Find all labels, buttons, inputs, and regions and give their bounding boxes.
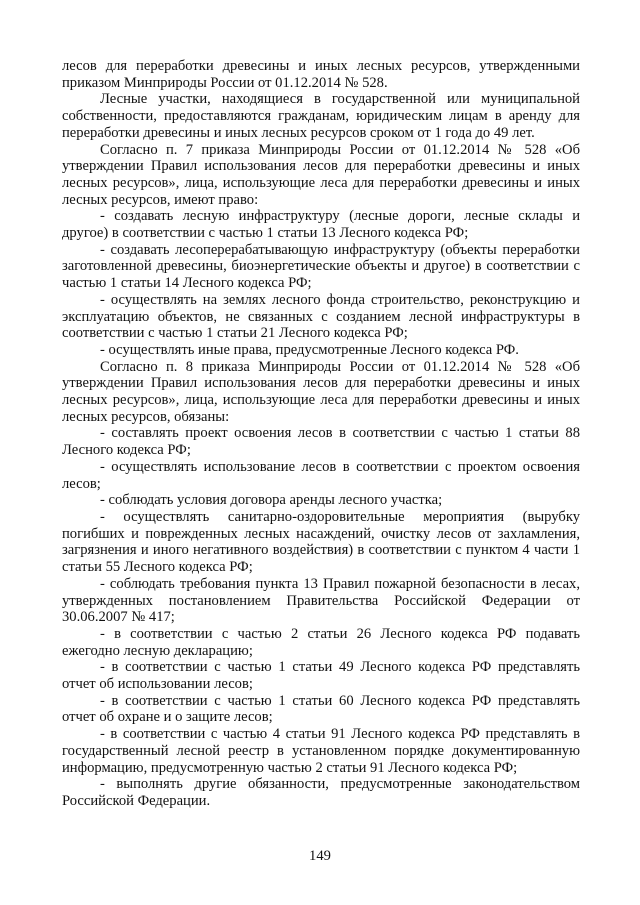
list-item-duty: - соблюдать условия договора аренды лесного участка;: [100, 492, 443, 509]
paragraph-continuation: лесов для переработки древесины и иных лесных ресурсов, утвержденными приказом Минприроды России от 01.12.2014 № 528.: [62, 58, 580, 91]
list-item-duty: - составлять проект освоения лесов в соответствии с частью 1 статьи 88 Лесного кодекса РФ;: [62, 425, 580, 459]
list-item-duty: - в соответствии с частью 1 статьи 49 Лесного кодекса РФ представлять отчет об использовании лесов;: [62, 659, 580, 693]
list-item-duty: - осуществлять использование лесов в соответствии с проектом освоения лесов;: [62, 458, 580, 492]
list-item-right: - осуществлять иные права, предусмотренные Лесного кодекса РФ.: [100, 341, 519, 358]
list-item-duty: - соблюдать требования пункта 13 Правил пожарной безопасности в лесах, утвержденных постановлением Правительства Российской Федерации от 30.06.2007 № 417;: [62, 575, 580, 626]
paragraph: Лесные участки, находящиеся в государственной или муниципальной собственности, предоставляются гражданам, юридическим лицам в аренду для переработки древесины и иных лесных ресурсов сроком от 1 года до 49 лет.: [62, 91, 580, 141]
page-number: 149: [309, 848, 331, 864]
list-item-duty: - осуществлять санитарно-оздоровительные мероприятия (вырубку погибших и поврежденных лесных насаждений, очистку лесов от захламления, загрязнения и иного негативного воздействия) в соответствии с пунктом 4 части 1 статьи 55 Лесного кодекса РФ;: [62, 508, 580, 576]
list-item-duty: - в соответствии с частью 1 статьи 60 Лесного кодекса РФ представлять отчет об охране и о защите лесов;: [62, 692, 580, 726]
document-body: [62, 58, 580, 810]
list-item-duty: - в соответствии с частью 4 статьи 91 Лесного кодекса РФ представлять в государственный лесной реестр в установленном порядке документированную информацию, предусмотренную частью 2 статьи 91 Лесного кодекса РФ;: [62, 726, 580, 776]
paragraph: Согласно п. 7 приказа Минприроды России от 01.12.2014 № 528 «Об утверждении Правил использования лесов для переработки древесины и иных лесных ресурсов», лица, использующие леса для переработки древесины и иных лесных ресурсов, имеют право:: [62, 141, 580, 208]
list-item-right: - создавать лесоперерабатывающую инфраструктуру (объекты переработки заготовленной древесины, биоэнергетические объекты и другое) в соответствии с частью 1 статьи 14 Лесного кодекса РФ;: [62, 241, 580, 292]
list-item-right: - создавать лесную инфраструктуру (лесные дороги, лесные склады и другое) в соответствии с частью 1 статьи 13 Лесного кодекса РФ;: [62, 208, 580, 242]
list-item-duty: - в соответствии с частью 2 статьи 26 Лесного кодекса РФ подавать ежегодно лесную декларацию;: [62, 625, 580, 659]
list-item-duty: - выполнять другие обязанности, предусмотренные законодательством Российской Федерации.: [62, 776, 580, 809]
paragraph: Согласно п. 8 приказа Минприроды России от 01.12.2014 № 528 «Об утверждении Правил использования лесов для переработки древесины и иных лесных ресурсов», лица, использующие леса для переработки древесины и иных лесных ресурсов, обязаны:: [62, 358, 580, 425]
list-item-right: - осуществлять на землях лесного фонда строительство, реконструкцию и эксплуатацию объектов, не связанных с созданием лесной инфраструктуры в соответствии с частью 1 статьи 21 Лесного кодекса РФ;: [62, 291, 580, 342]
